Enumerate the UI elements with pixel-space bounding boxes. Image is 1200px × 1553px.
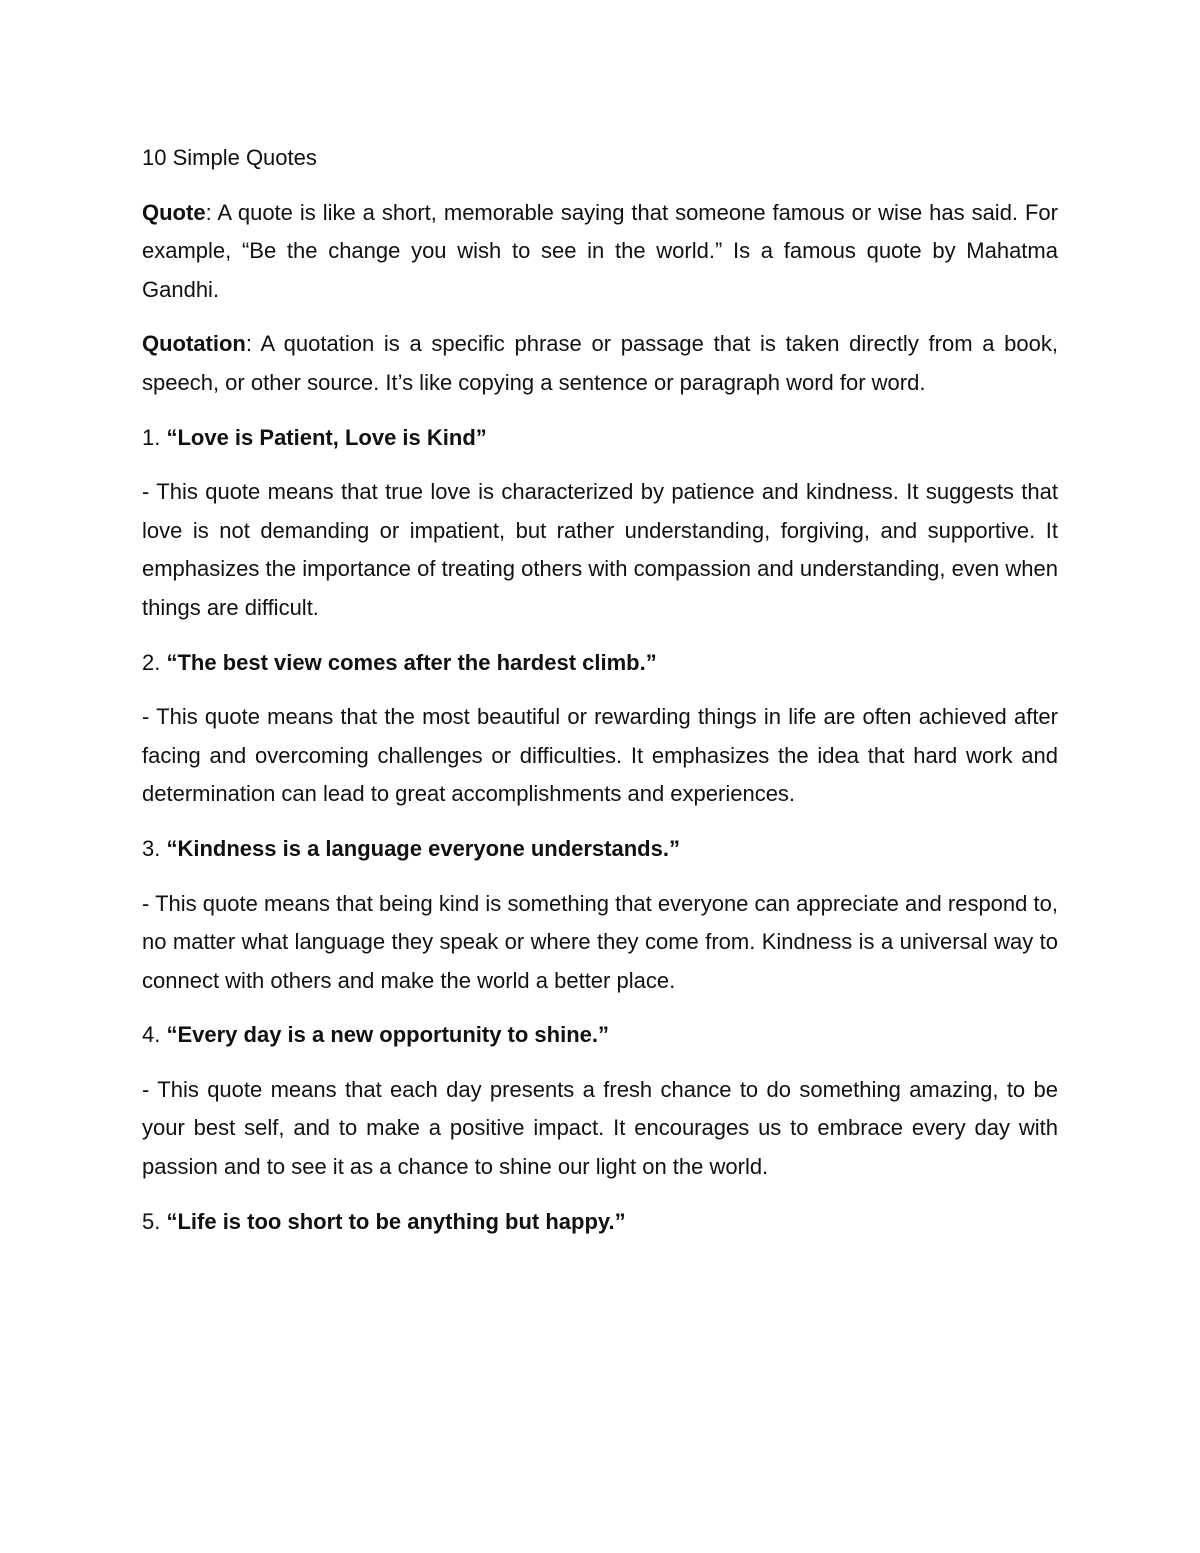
quote-heading-1 xyxy=(142,419,1058,458)
definition-text: A quotation is a specific phrase or passage that is taken directly from a book, speech, or other source. It’s like copying a sentence or paragraph word for word. xyxy=(142,331,1058,395)
definition-separator: : xyxy=(205,199,212,225)
quote-heading-2 xyxy=(142,644,1058,683)
quote-heading-4 xyxy=(142,1016,1058,1055)
quote-heading-5 xyxy=(142,1203,1058,1242)
quote-text: “The best view comes after the hardest climb.” xyxy=(166,649,657,675)
definition-quote xyxy=(142,194,1058,310)
quote-text: “Life is too short to be anything but happy.” xyxy=(166,1208,626,1234)
quote-number: 3. xyxy=(142,835,167,861)
quote-text: “Every day is a new opportunity to shine.” xyxy=(166,1022,610,1048)
quote-heading-3 xyxy=(142,830,1058,869)
quote-explanation-4: - This quote means that each day presents a fresh chance to do something amazing, to be your best self, and to make a positive impact. It encourages us to embrace every day with passion and to see it as a chance to shine our light on the world. xyxy=(142,1076,1058,1180)
definition-term: Quotation xyxy=(142,331,246,357)
quote-number: 1. xyxy=(142,424,167,450)
quote-explanation-2: - This quote means that the most beautiful or rewarding things in life are often achieved after facing and overcoming challenges or difficulties. It emphasizes the idea that hard work and determination can lead to great accomplishments and experiences. xyxy=(142,704,1058,807)
quote-text: “Kindness is a language everyone understands.” xyxy=(166,835,680,861)
quote-number: 5. xyxy=(142,1208,167,1234)
definition-text: A quote is like a short, memorable saying that someone famous or wise has said. For example, “Be the change you wish to see in the world.” Is a famous quote by Mahatma Gandhi. xyxy=(142,199,1058,302)
quote-explanation-1: - This quote means that true love is characterized by patience and kindness. It suggests that love is not demanding or impatient, but rather understanding, forgiving, and supportive. It emphasizes the importance of treating others with compassion and understanding, even when things are difficult. xyxy=(142,479,1058,620)
quote-explanation-3: - This quote means that being kind is something that everyone can appreciate and respond to, no matter what language they speak or where they come from. Kindness is a universal way to connect with others and make the world a better place. xyxy=(142,890,1058,993)
quote-text: “Love is Patient, Love is Kind” xyxy=(166,424,487,450)
definition-separator: : xyxy=(245,331,252,357)
definition-term: Quote xyxy=(142,199,206,225)
definition-quotation xyxy=(142,325,1058,402)
document-body xyxy=(142,139,1058,1257)
quote-number: 4. xyxy=(142,1022,167,1048)
document-title: 10 Simple Quotes xyxy=(142,145,317,170)
quote-number: 2. xyxy=(142,649,167,675)
